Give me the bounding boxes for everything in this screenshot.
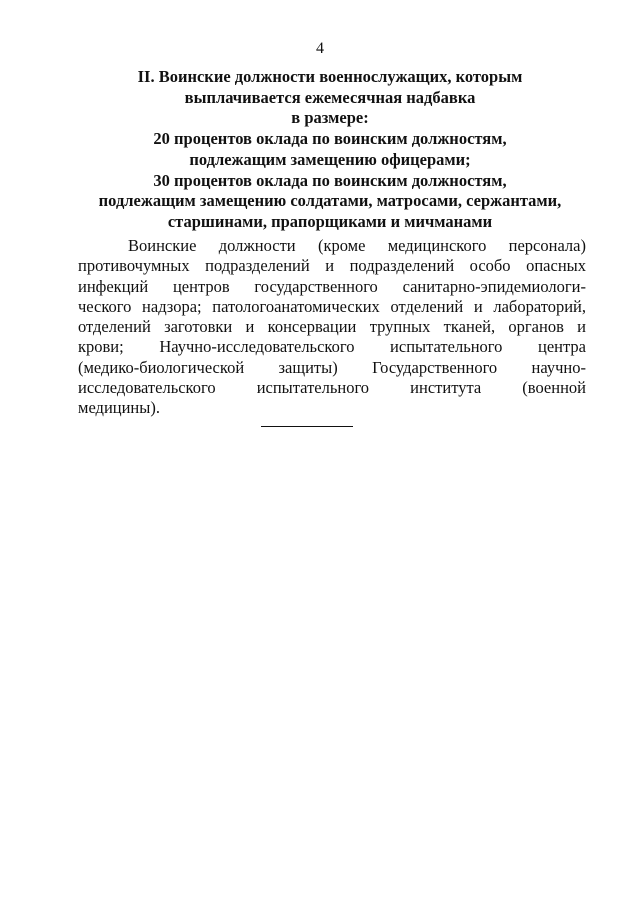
section-heading [60, 67, 600, 233]
heading-line: выплачивается ежемесячная надбавка [184, 87, 476, 107]
body-paragraph [78, 236, 586, 419]
paragraph-line: исследовательского испытательного института (военной [78, 378, 586, 398]
heading-line: подлежащим замещению солдатами, матросами, сержантами, [98, 191, 562, 211]
heading-line: в размере: [291, 108, 369, 128]
heading-line: подлежащим замещению офицерами; [189, 149, 471, 169]
end-divider-line [261, 426, 353, 427]
paragraph-line: инфекций центров государственного санитарно-эпидемиологи- [78, 276, 586, 296]
page-number: 4 [316, 40, 324, 57]
paragraph-line: крови; Научно-исследовательского испытательного центра [78, 337, 586, 357]
heading-line: старшинами, прапорщиками и мичманами [167, 211, 493, 231]
paragraph-line: (медико-биологической защиты) Государственного научно- [78, 357, 586, 377]
paragraph-line: противочумных подразделений и подразделений особо опасных [78, 256, 586, 276]
heading-line: II. Воинские должности военнослужащих, которым [137, 67, 523, 86]
paragraph-line: Воинские должности (кроме медицинского персонала) [128, 236, 586, 255]
heading-line: 20 процентов оклада по воинским должностям, [153, 129, 507, 149]
paragraph-line: медицины). [78, 398, 160, 418]
paragraph-line: отделений заготовки и консервации трупных тканей, органов и [78, 317, 586, 337]
paragraph-line: ческого надзора; патологоанатомических отделений и лабораторий, [78, 296, 586, 316]
heading-line: 30 процентов оклада по воинским должностям, [153, 170, 507, 190]
